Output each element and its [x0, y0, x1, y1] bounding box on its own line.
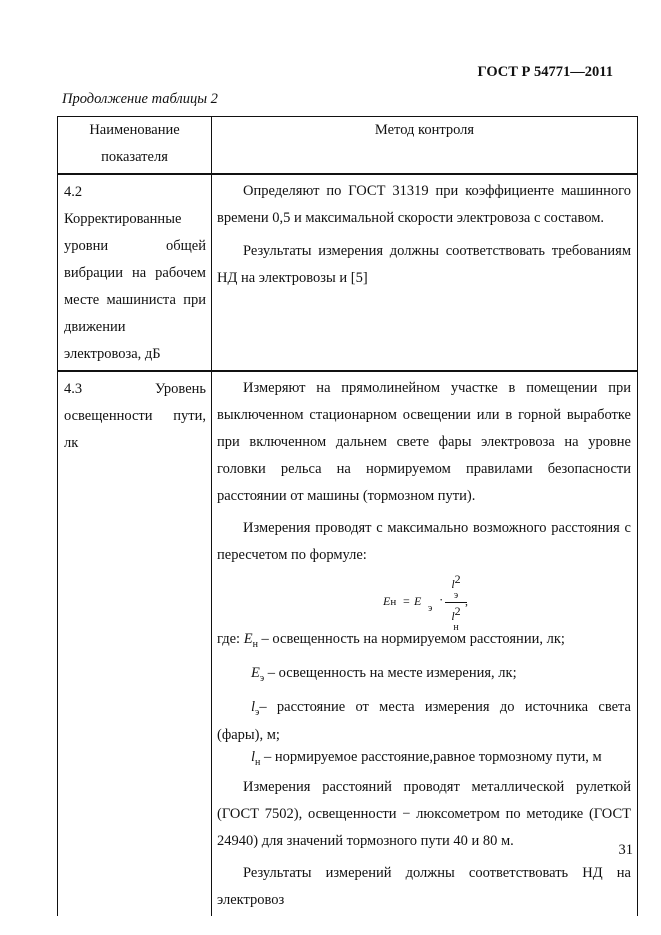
indicator-cell	[58, 371, 212, 916]
table-header-row	[58, 117, 638, 175]
table-row	[58, 371, 638, 916]
method-cell	[212, 174, 638, 371]
fraction-denominator: $l^2$ н	[451, 604, 461, 633]
method-paragraph: Определяют по ГОСТ 31319 при коэффициенте машинного времени 0,5 и максимальной скорости электровоза с составом.	[217, 183, 631, 226]
indicator-name: Корректированные уровни общей вибрации на рабочем месте машиниста при движении электровоза, дБ	[64, 211, 206, 362]
method-cell	[212, 371, 638, 916]
table-container	[57, 116, 637, 916]
row-number: 4.2	[64, 184, 83, 200]
illuminance-formula	[217, 572, 631, 633]
formula-lhs: Eн	[383, 594, 397, 608]
definition-line: $l_н$ – нормируемое расстояние,равное тормозному пути, м	[251, 748, 602, 768]
definition-line: где: $E_н$ – освещенность на нормируемом расстоянии, лк;	[217, 631, 565, 650]
formula-equals: =	[403, 594, 410, 608]
formula-fraction	[445, 572, 467, 633]
fraction-numerator: $l^2$ э	[451, 572, 461, 601]
definition-line: $E_э$ – освещенность на месте измерения, лк;	[251, 664, 517, 684]
method-paragraph: Измерения проводят с максимально возможного расстояния с пересчетом по формуле:	[217, 520, 631, 563]
requirements-table	[57, 116, 638, 916]
method-paragraph: Измерения расстояний проводят металлической рулеткой (ГОСТ 7502), освещенности − люксометром по методике (ГОСТ 24940) для значений тормозного пути 40 и 80 м.	[217, 778, 631, 849]
method-paragraph: Результаты измерений должны соответствовать НД на электровоз	[217, 864, 631, 908]
indicator-cell	[58, 174, 212, 371]
row-number: 4.3	[64, 381, 83, 397]
indicator-name: Уровень освещенности пути, лк	[64, 381, 206, 451]
method-paragraph: Результаты измерения должны соответствовать требованиям НД на электровозы и [5]	[217, 243, 631, 286]
fraction-bar	[445, 602, 467, 603]
page-number: 31	[618, 842, 633, 858]
definition-line: $l_э-$ расстояние от места измерения до источника света (фары), м;	[217, 698, 631, 743]
formula-dot: ·	[439, 592, 444, 607]
col-header-indicator-text: Наименование показателя	[89, 122, 180, 165]
col-header-method: Метод контроля	[212, 117, 638, 175]
formula-factor-sub: э	[428, 603, 433, 614]
document-code: ГОСТ Р 54771—2011	[477, 64, 613, 80]
formula-comma: ,	[465, 594, 468, 608]
col-header-indicator	[58, 117, 212, 175]
table-caption: Продолжение таблицы 2	[62, 91, 218, 107]
formula-factor: E	[414, 594, 422, 608]
table-row	[58, 174, 638, 371]
method-paragraph: Измеряют на прямолинейном участке в помещении при выключенном стационарном освещении или в горной выработке при включенном дальнем свете фары электровоза на уровне головки рельса на нормируемом правилами безопасности расстоянии от машины (тормозном пути).	[217, 380, 631, 504]
